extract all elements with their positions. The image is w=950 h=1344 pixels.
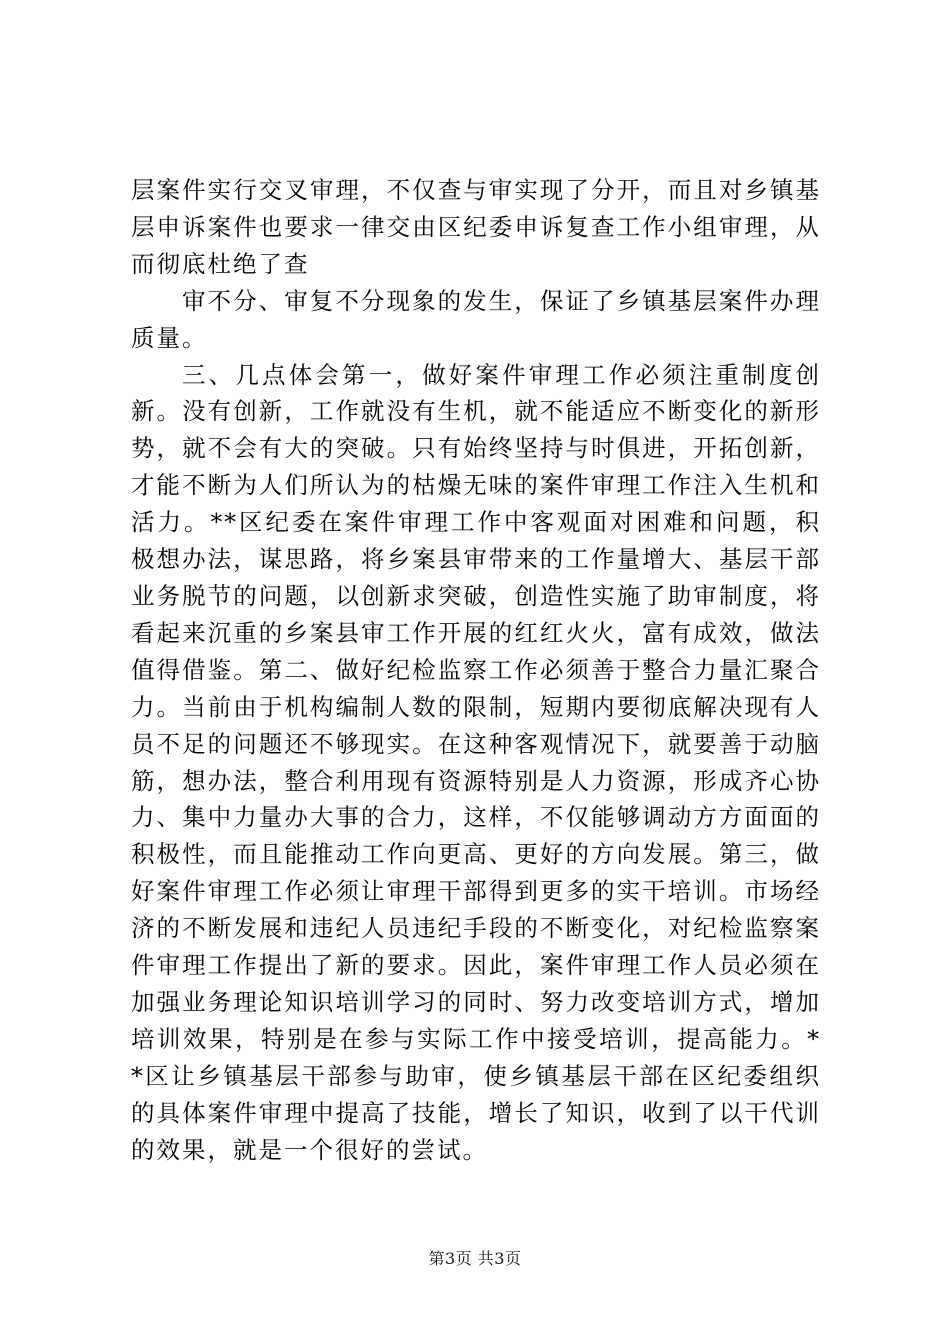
paragraph-continuation: 层案件实行交叉审理，不仅查与审实现了分开，而且对乡镇基层申诉案件也要求一律交由区纪委申诉复查工作小组审理，从而彻底杜绝了查: [131, 176, 821, 278]
paragraph-experience-summary: 三、几点体会第一，做好案件审理工作必须注重制度创新。没有创新，工作就没有生机，就不能适应不断变化的新形势，就不会有大的突破。只有始终坚持与时俱进，开拓创新，才能不断为人们所认为的枯燥无味的案件审理工作注入生机和活力。**区纪委在案件审理工作中客观面对困难和问题，积极想办法，谋思路，将乡案县审带来的工作量增大、基层干部业务脱节的问题，以创新求突破，创造性实施了助审制度，将看起来沉重的乡案县审工作开展的红红火火，富有成效，做法值得借鉴。第二、做好纪检监察工作必须善于整合力量汇聚合力。当前由于机构编制人数的限制，短期内要彻底解决现有人员不足的问题还不够现实。在这种客观情况下，就要善于动脑筋，想办法，整合利用现有资源特别是人力资源，形成齐心协力、集中力量办大事的合力，这样，不仅能够调动方方面面的积极性，而且能推动工作向更高、更好的方向发展。第三，做好案件审理工作必须让审理干部得到更多的实干培训。市场经济的不断发展和违纪人员违纪手段的不断变化，对纪检监察案件审理工作提出了新的要求。因此，案件审理工作人员必须在加强业务理论知识培训学习的同时、努力改变培训方式，增加培训效果，特别是在参与实际工作中接受培训，提高能力。**区让乡镇基层干部参与助审，使乡镇基层干部在区纪委组织的具体案件审理中提高了技能，增长了知识，收到了以干代训的效果，就是一个很好的尝试。: [131, 360, 821, 1164]
paragraph-review-quality: 审不分、审复不分现象的发生，保证了乡镇基层案件办理质量。: [131, 286, 821, 352]
page-footer: 第3页 共3页: [428, 1249, 522, 1268]
document-body: [131, 172, 821, 1168]
